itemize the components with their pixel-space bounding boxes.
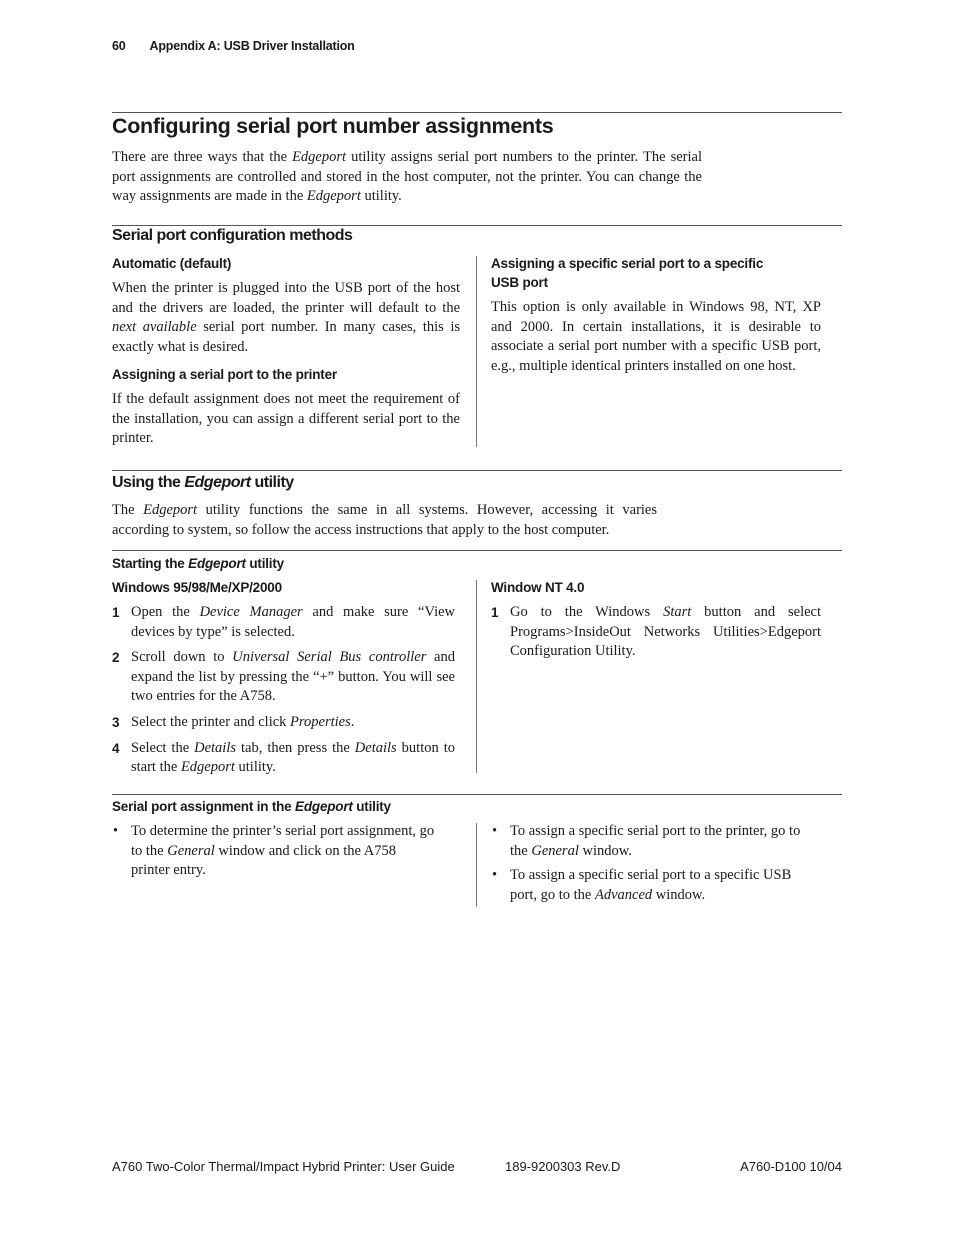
title-rule <box>112 112 842 113</box>
using-heading-text: Using the <box>112 474 185 491</box>
assignment-heading <box>112 797 391 816</box>
automatic-text: When the printer is plugged into the USB port of the host and the drivers are loaded, the printer will default to the <box>112 280 460 316</box>
running-title: Appendix A: USB Driver Installation <box>149 39 355 53</box>
list-item <box>112 648 455 707</box>
list-item <box>112 822 437 881</box>
starting-heading-text: utility <box>245 556 284 571</box>
step-em: Universal Serial Bus controller <box>232 649 427 666</box>
bullet-em: General <box>531 842 579 859</box>
assignment-heading-text: utility <box>352 799 391 814</box>
bullet: • <box>113 823 119 839</box>
methods-heading: Serial port configuration methods <box>112 227 353 244</box>
using-heading <box>112 474 294 492</box>
page-title: Configuring serial port number assignments <box>112 114 554 138</box>
step-text: Open the <box>131 604 200 620</box>
step-text: Scroll down to <box>131 649 233 666</box>
step-number: 4 <box>112 740 120 756</box>
intro-text: utility. <box>360 188 402 205</box>
bullet-text: To determine the printer’s serial port assignment, go to the <box>131 823 435 859</box>
step-em: Start <box>663 604 692 620</box>
step-text: Go to the Windows <box>510 604 664 620</box>
step-em: Details <box>354 739 397 756</box>
assign-specific-paragraph: This option is only available in Windows 98, NT, XP and 2000. In certain installations, it is desirable to associate a serial port number with a specific USB port, e.g., multiple identical printers installed on one host. <box>491 299 821 374</box>
bullet-text: window. <box>652 886 706 903</box>
footer-doc-code: A760-D100 10/04 <box>740 1159 842 1174</box>
starting-heading-em: Edgeport <box>188 556 246 571</box>
assignment-left-list <box>112 822 437 886</box>
intro-text: utility assigns serial port numbers to the printer. The serial port assignments are controlled and stored in the host computer, not the printer. You can change the way assignments are made in the <box>112 149 702 205</box>
step-em: Properties <box>290 713 351 730</box>
winnt-heading: Window NT 4.0 <box>491 580 585 595</box>
step-text: utility. <box>234 759 276 776</box>
running-header <box>112 39 355 53</box>
assignment-rule <box>112 794 842 795</box>
step-text: and make sure “View devices by type” is selected. <box>131 604 456 640</box>
using-paragraph <box>112 501 657 540</box>
starting-heading-text: Starting the <box>112 556 189 571</box>
win95-heading: Windows 95/98/Me/XP/2000 <box>112 580 282 595</box>
automatic-paragraph <box>112 279 460 357</box>
bullet-text: window. <box>578 842 632 859</box>
bullet: • <box>492 823 498 839</box>
step-text: . <box>350 713 355 730</box>
step-text: button and select Programs>InsideOut Networks Utilities>Edgeport Configuration Utility. <box>510 604 821 660</box>
using-rule <box>112 470 842 471</box>
list-item <box>491 603 821 662</box>
list-item <box>112 603 455 642</box>
using-text: The <box>112 502 144 518</box>
step-text: button to start the <box>131 739 455 776</box>
footer-part-number: 189-9200303 Rev.D <box>505 1159 621 1174</box>
list-item <box>112 739 455 778</box>
step-number: 3 <box>112 714 120 730</box>
step-text: tab, then press the <box>236 739 355 756</box>
assign-printer-heading: Assigning a serial port to the printer <box>112 367 337 382</box>
step-em: Details <box>194 739 237 756</box>
step-text: and expand the list by pressing the “+” button. You will see two entries for the A758. <box>131 649 455 705</box>
assignment-heading-text: Serial port assignment in the <box>112 799 296 814</box>
using-heading-em: Edgeport <box>184 474 251 491</box>
bullet-em: General <box>167 842 215 859</box>
bullet-em: Advanced <box>594 886 653 903</box>
using-text: utility functions the same in all systems. However, accessing it varies according to system, so follow the access instructions that apply to the host computer. <box>112 502 658 538</box>
column-divider <box>476 823 477 907</box>
bullet: • <box>492 867 498 884</box>
list-item <box>491 822 811 861</box>
step-number: 1 <box>491 605 499 620</box>
assign-printer-paragraph: If the default assignment does not meet the requirement of the installation, you can assign a different serial port to the printer. <box>112 391 460 447</box>
step-em: Edgeport <box>180 759 235 776</box>
bullet-text: To assign a specific serial port to a specific USB port, go to the <box>510 867 792 903</box>
assignment-heading-em: Edgeport <box>295 799 353 814</box>
starting-heading <box>112 554 284 573</box>
intro-paragraph <box>112 148 702 207</box>
step-number: 1 <box>112 605 120 620</box>
using-heading-text: utility <box>250 474 294 491</box>
intro-em: Edgeport <box>292 149 347 165</box>
using-em: Edgeport <box>143 502 198 518</box>
win95-steps <box>112 603 455 784</box>
page-number: 60 <box>112 39 126 53</box>
automatic-text: serial port number. In many cases, this is exactly what is desired. <box>112 319 460 355</box>
column-divider <box>476 256 477 447</box>
footer-product: A760 Two-Color Thermal/Impact Hybrid Printer: User Guide <box>112 1159 455 1174</box>
assignment-right-list <box>491 822 811 910</box>
list-item <box>112 713 455 733</box>
column-divider <box>476 580 477 773</box>
methods-rule <box>112 225 842 226</box>
assign-specific-heading: Assigning a specific serial port to a specific USB port <box>491 256 764 290</box>
intro-text: There are three ways that the <box>112 149 293 165</box>
intro-em: Edgeport <box>306 188 361 205</box>
winnt-steps <box>491 603 821 668</box>
step-text: Select the printer and click <box>131 713 291 730</box>
bullet-text: window and click on the A758 printer entry. <box>131 842 396 879</box>
automatic-heading: Automatic (default) <box>112 256 232 271</box>
starting-rule <box>112 550 842 551</box>
step-text: Select the <box>131 739 195 756</box>
list-item <box>491 866 811 905</box>
bullet-text: To assign a specific serial port to the printer, go to the <box>510 823 801 859</box>
step-number: 2 <box>112 650 120 666</box>
step-em: Device Manager <box>199 604 303 620</box>
automatic-em: next available <box>112 319 197 336</box>
